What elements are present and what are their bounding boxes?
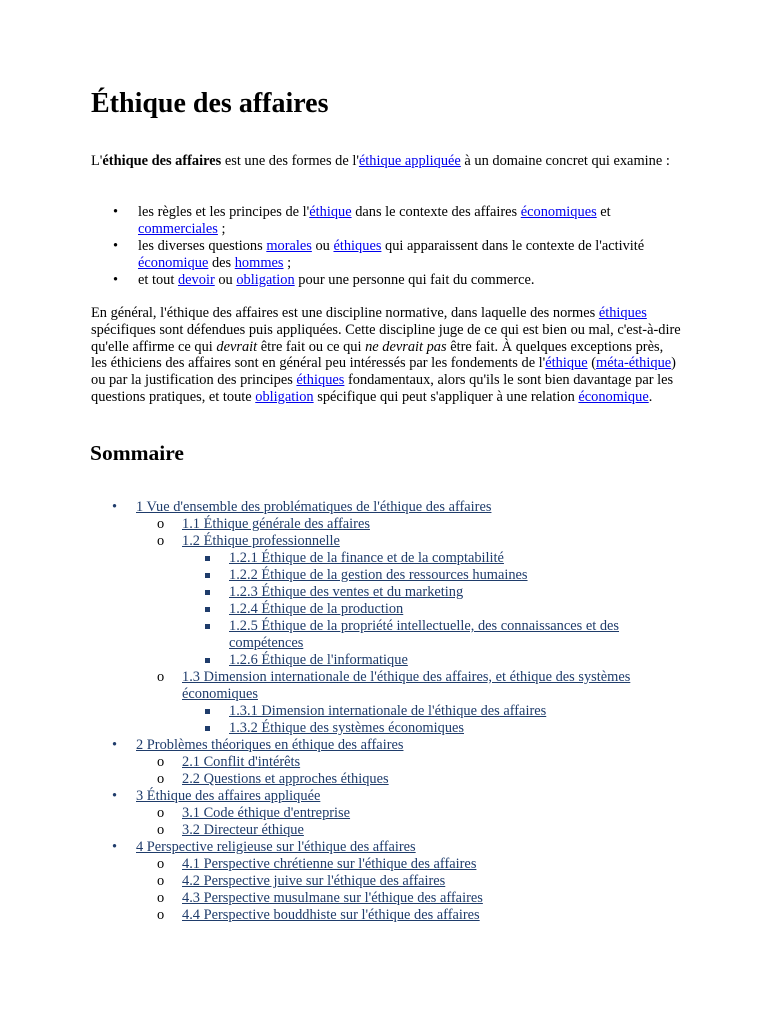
toc-sublist xyxy=(136,754,691,788)
toc-link[interactable]: 2 Problèmes théoriques en éthique des affaires xyxy=(136,737,404,753)
toc-circle-marker: o xyxy=(157,754,165,770)
bullet-text: ; xyxy=(217,221,226,237)
bullet-text: pour une personne qui fait du commerce. xyxy=(294,272,535,288)
toc-subitem xyxy=(136,533,691,669)
list-item xyxy=(91,272,681,289)
toc-circle-marker: o xyxy=(157,771,165,787)
toc-bullet-marker: • xyxy=(112,839,118,855)
toc-item xyxy=(91,737,691,788)
toc-subitem xyxy=(136,516,691,533)
table-of-contents xyxy=(91,499,691,924)
toc-square-marker xyxy=(205,590,210,595)
toc-link[interactable]: 1.2.4 Éthique de la production xyxy=(229,601,404,617)
link-obligation[interactable]: obligation xyxy=(255,388,314,405)
link-ethique-appliquee[interactable]: éthique appliquée xyxy=(358,153,461,169)
toc-title: Sommaire xyxy=(90,441,184,465)
toc-subitem xyxy=(136,873,691,890)
para-italic: ne devrait pas xyxy=(365,338,447,355)
toc-link[interactable]: 1.3.1 Dimension internationale de l'éthique des affaires xyxy=(229,703,547,719)
link-devoir[interactable]: devoir xyxy=(177,272,215,288)
toc-circle-marker: o xyxy=(157,669,165,685)
page-title: Éthique des affaires xyxy=(91,88,329,119)
toc-subitem xyxy=(136,856,691,873)
toc-subsubitem xyxy=(182,584,691,601)
link-meta-ethique[interactable]: méta-éthique xyxy=(596,355,672,372)
link-ethiques[interactable]: éthiques xyxy=(598,305,647,321)
toc-subsubitem xyxy=(182,652,691,669)
para-text: être fait. À quelques exceptions près, les éthiciens des affaires sont en général peu intéressés par les fondements de l' xyxy=(91,338,664,372)
para-text: ( xyxy=(587,355,597,372)
toc-link[interactable]: 3.2 Directeur éthique xyxy=(182,822,304,838)
toc-link[interactable]: 1.3.2 Éthique des systèmes économiques xyxy=(229,720,465,736)
toc-link[interactable]: 3.1 Code éthique d'entreprise xyxy=(182,805,351,821)
para-text: fondamentaux, alors qu'ils le sont bien davantage par les questions pratiques, et toute xyxy=(91,372,674,405)
toc-link[interactable]: 3 Éthique des affaires appliquée xyxy=(136,788,321,804)
toc-circle-marker: o xyxy=(157,805,165,821)
toc-square-marker xyxy=(205,556,210,561)
para-text: . xyxy=(648,388,653,405)
bullet-text: et xyxy=(596,204,611,220)
toc-subitem xyxy=(136,754,691,771)
toc-subsubitem xyxy=(182,601,691,618)
toc-subsubitem xyxy=(182,703,691,720)
toc-link[interactable]: 2.1 Conflit d'intérêts xyxy=(182,754,301,770)
toc-link[interactable]: 1.2.1 Éthique de la finance et de la comptabilité xyxy=(229,550,504,566)
body-paragraph xyxy=(91,305,681,406)
link-ethiques[interactable]: éthiques xyxy=(333,238,382,254)
toc-subsublist xyxy=(182,703,691,737)
bullet-text: qui apparaissent dans le contexte de l'activité xyxy=(381,238,645,254)
list-item xyxy=(91,204,681,238)
para-text: être fait ou ce qui xyxy=(257,338,366,355)
toc-sublist xyxy=(136,805,691,839)
toc-circle-marker: o xyxy=(157,533,165,549)
toc-link[interactable]: 1.2.3 Éthique des ventes et du marketing xyxy=(229,584,464,600)
para-text: ) ou par la justification des principes xyxy=(91,355,676,389)
link-morales[interactable]: morales xyxy=(266,238,312,254)
toc-list xyxy=(91,499,691,924)
toc-link[interactable]: 4.4 Perspective bouddhiste sur l'éthique des affaires xyxy=(182,907,480,923)
toc-circle-marker: o xyxy=(157,890,165,906)
toc-subitem xyxy=(136,890,691,907)
toc-subsubitem xyxy=(182,550,691,567)
toc-subitem xyxy=(136,669,691,737)
link-ethiques[interactable]: éthiques xyxy=(296,372,345,389)
toc-link[interactable]: 4.2 Perspective juive sur l'éthique des affaires xyxy=(182,873,446,889)
toc-sublist xyxy=(136,856,691,924)
para-text: spécifiques sont défendues puis appliquées. Cette discipline juge de ce qui est bien ou mal, c'est-à-dire qu'elle affirme ce qui xyxy=(91,321,681,355)
toc-square-marker xyxy=(205,658,210,663)
para-italic: devrait xyxy=(216,338,258,355)
bullet-text: ou xyxy=(214,272,237,288)
bullet-text: dans le contexte des affaires xyxy=(351,204,521,220)
toc-subitem xyxy=(136,771,691,788)
para-text: spécifique qui peut s'appliquer à une relation xyxy=(313,388,579,405)
para-text: En général, l'éthique des affaires est une discipline normative, dans laquelle des normes xyxy=(91,305,599,321)
bullet-text: ou xyxy=(311,238,334,254)
link-ethique[interactable]: éthique xyxy=(545,355,588,372)
link-economiques[interactable]: économiques xyxy=(520,204,597,220)
toc-link[interactable]: 1.2.6 Éthique de l'informatique xyxy=(229,652,408,668)
toc-circle-marker: o xyxy=(157,873,165,889)
link-obligation[interactable]: obligation xyxy=(236,272,295,288)
toc-link[interactable]: 2.2 Questions et approches éthiques xyxy=(182,771,389,787)
intro-text: à un domaine concret qui examine : xyxy=(460,153,670,169)
toc-subsubitem xyxy=(182,618,691,652)
link-ethique[interactable]: éthique xyxy=(309,204,352,220)
link-hommes[interactable]: hommes xyxy=(234,255,284,271)
toc-bullet-marker: • xyxy=(112,499,118,515)
intro-text: est une des formes de l' xyxy=(221,153,359,169)
bullet-text: les diverses questions xyxy=(138,238,267,254)
toc-bullet-marker: • xyxy=(112,737,118,753)
toc-subitem xyxy=(136,907,691,924)
bullet-text: des xyxy=(208,255,235,271)
toc-square-marker xyxy=(205,624,210,629)
intro-bold-term: éthique des affaires xyxy=(102,153,222,169)
toc-subsublist xyxy=(182,550,691,669)
toc-square-marker xyxy=(205,573,210,578)
toc-item xyxy=(91,839,691,924)
link-economique[interactable]: économique xyxy=(578,388,649,405)
toc-link[interactable]: 1.2.2 Éthique de la gestion des ressources humaines xyxy=(229,567,528,583)
intro-bullet-list xyxy=(91,204,681,289)
toc-link[interactable]: 1 Vue d'ensemble des problématiques de l'éthique des affaires xyxy=(136,499,492,515)
toc-item xyxy=(91,788,691,839)
toc-link[interactable]: 1.2.5 Éthique de la propriété intellectuelle, des connaissances et des compétences xyxy=(229,618,620,651)
list-item xyxy=(91,238,681,272)
toc-subsubitem xyxy=(182,567,691,584)
toc-subsubitem xyxy=(182,720,691,737)
toc-circle-marker: o xyxy=(157,856,165,872)
link-economique[interactable]: économique xyxy=(138,255,209,271)
toc-link[interactable]: 4.1 Perspective chrétienne sur l'éthique des affaires xyxy=(182,856,477,872)
toc-link[interactable]: 1.2 Éthique professionnelle xyxy=(182,533,340,549)
toc-sublist xyxy=(136,516,691,737)
toc-square-marker xyxy=(205,726,210,731)
toc-link[interactable]: 4 Perspective religieuse sur l'éthique des affaires xyxy=(136,839,416,855)
toc-item xyxy=(91,499,691,737)
toc-square-marker xyxy=(205,607,210,612)
toc-circle-marker: o xyxy=(157,907,165,923)
toc-circle-marker: o xyxy=(157,516,165,532)
toc-square-marker xyxy=(205,709,210,714)
toc-bullet-marker: • xyxy=(112,788,118,804)
toc-link[interactable]: 1.1 Éthique générale des affaires xyxy=(182,516,370,532)
link-commerciales[interactable]: commerciales xyxy=(138,221,218,237)
toc-link[interactable]: 4.3 Perspective musulmane sur l'éthique des affaires xyxy=(182,890,483,906)
toc-link[interactable]: 1.3 Dimension internationale de l'éthique des affaires, et éthique des systèmes économiques xyxy=(182,669,631,702)
intro-paragraph xyxy=(91,153,681,170)
bullet-text: et tout xyxy=(138,272,178,288)
bullet-text: les règles et les principes de l' xyxy=(138,204,310,220)
toc-subitem xyxy=(136,822,691,839)
bullet-text: ; xyxy=(283,255,292,271)
toc-circle-marker: o xyxy=(157,822,165,838)
toc-subitem xyxy=(136,805,691,822)
intro-text: L' xyxy=(91,153,103,169)
